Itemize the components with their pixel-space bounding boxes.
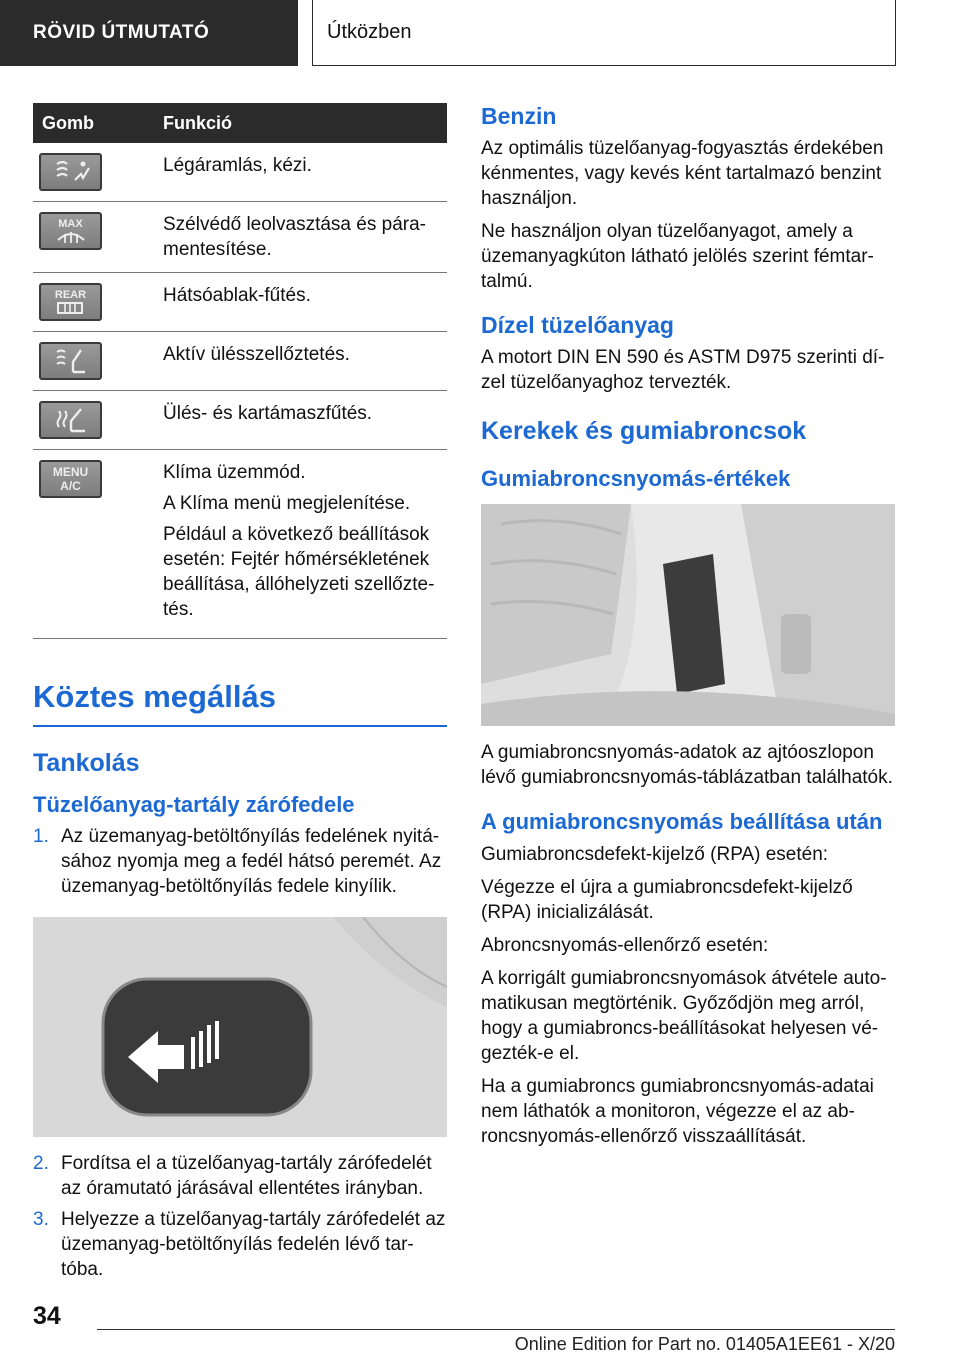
max-defrost-icon [39,212,102,250]
key-label: MENU [52,465,89,479]
paragraph: A gumiabroncsnyomás-adatok az ajtóoszlopon lévő gumiabroncsnyomás-táblázatban találhatók. [481,742,893,788]
function-text: Aktív ülésszellőztetés. [163,344,350,365]
left-column [33,103,447,1288]
subsection-heading: Tankolás [33,749,140,777]
key-label: REAR [54,289,87,301]
page-header [0,0,960,66]
seat-heating-icon [39,401,102,439]
chapter-title: Útközben [312,0,896,66]
topic-heading: Gumiabroncsnyomás-értékek [481,466,791,491]
table-row [33,143,447,202]
col-header-function: Funkció [157,103,447,143]
key-label: A/C [60,479,81,493]
list-item: 3. Helyezze a tüzelőanyag-tartály zárófedelét az üzemanyag-betöltőnyílás fedelén lévő tar-tóba. [33,1209,446,1280]
section-heading: Kerekek és gumiabroncsok [481,417,807,445]
table-row [33,273,447,332]
menu-ac-icon [39,460,102,498]
function-text: Hátsóablak-fűtés. [163,285,311,306]
function-text: A Klíma menü megjelenítése. [163,493,411,514]
section-tab: RÖVID ÚTMUTATÓ [0,0,298,66]
list-item: 1. Az üzemanyag-betöltőnyílás fedelének nyitá-sához nyomja meg a fedél hátsó peremét. Az üzemanyag-betöltőnyílás fedele kinyílik. [33,826,442,897]
paragraph: A korrigált gumiabroncsnyomások átvétele auto-matikusan megtörténik. Győződjön meg arról, hogy a gumiabroncs-beállításokat helyesen vé-gezték-e el. [481,968,887,1064]
topic-heading: A gumiabroncsnyomás beállítása után [481,809,883,834]
paragraph: Végezze el újra a gumiabroncsdefekt-kijelző (RPA) inicializálását. [481,877,853,923]
button-function-table [33,103,447,639]
footer-divider [97,1329,895,1330]
paragraph: Ne használjon olyan tüzelőanyagot, amely a üzemanyagkúton látható jelölés szerint fémtar-talmú. [481,221,874,292]
col-header-button: Gomb [33,103,157,143]
key-label: MAX [58,218,83,230]
list-item: 2. Fordítsa el a tüzelőanyag-tartály zárófedelét az óramutató járásával ellentétes irányban. [33,1153,432,1199]
function-text: Szélvédő leolvasztása és pára-mentesítése. [163,214,426,260]
paragraph: A motort DIN EN 590 és ASTM D975 szerinti dí-zel tüzelőanyaghoz tervezték. [481,347,885,393]
page-number: 34 [33,1302,61,1330]
right-column [481,103,895,1157]
table-row [33,391,447,450]
table-row [33,450,447,639]
subsection-heading: Benzin [481,103,557,129]
paragraph: Abroncsnyomás-ellenőrző esetén: [481,935,769,956]
door-pillar-photo [481,504,895,726]
steps-list [33,824,447,899]
seat-ventilation-icon [39,342,102,380]
function-text: Például a következő beállítások esetén: Fejtér hőmérsékletének beállítása, állóhelyzeti szellőzte-tés. [163,524,435,620]
function-text: Légáramlás, kézi. [163,155,312,176]
airflow-manual-icon [39,153,102,191]
paragraph: Az optimális tüzelőanyag-fogyasztás érdekében kénmentes, vagy kevés ként tartalmazó benzint használjon. [481,138,884,209]
function-text: Klíma üzemmód. [163,462,306,483]
table-row [33,332,447,391]
subsection-heading: Dízel tüzelőanyag [481,312,674,338]
paragraph: Ha a gumiabroncs gumiabroncsnyomás-adatai nem láthatók a monitoron, végezze el az ab-roncsnyomás-ellenőrző visszaállítását. [481,1076,874,1147]
edition-note: Online Edition for Part no. 01405A1EE61 - X/20 [514,1334,895,1354]
topic-heading: Tüzelőanyag-tartály zárófedele [33,792,355,817]
table-row [33,202,447,273]
steps-list [33,1151,447,1282]
rear-defrost-icon [39,283,102,321]
section-heading: Köztes megállás [33,679,447,727]
paragraph: Gumiabroncsdefekt-kijelző (RPA) esetén: [481,844,829,865]
function-text: Ülés- és kartámaszfűtés. [163,403,373,424]
fuel-flap-illustration [33,917,447,1137]
